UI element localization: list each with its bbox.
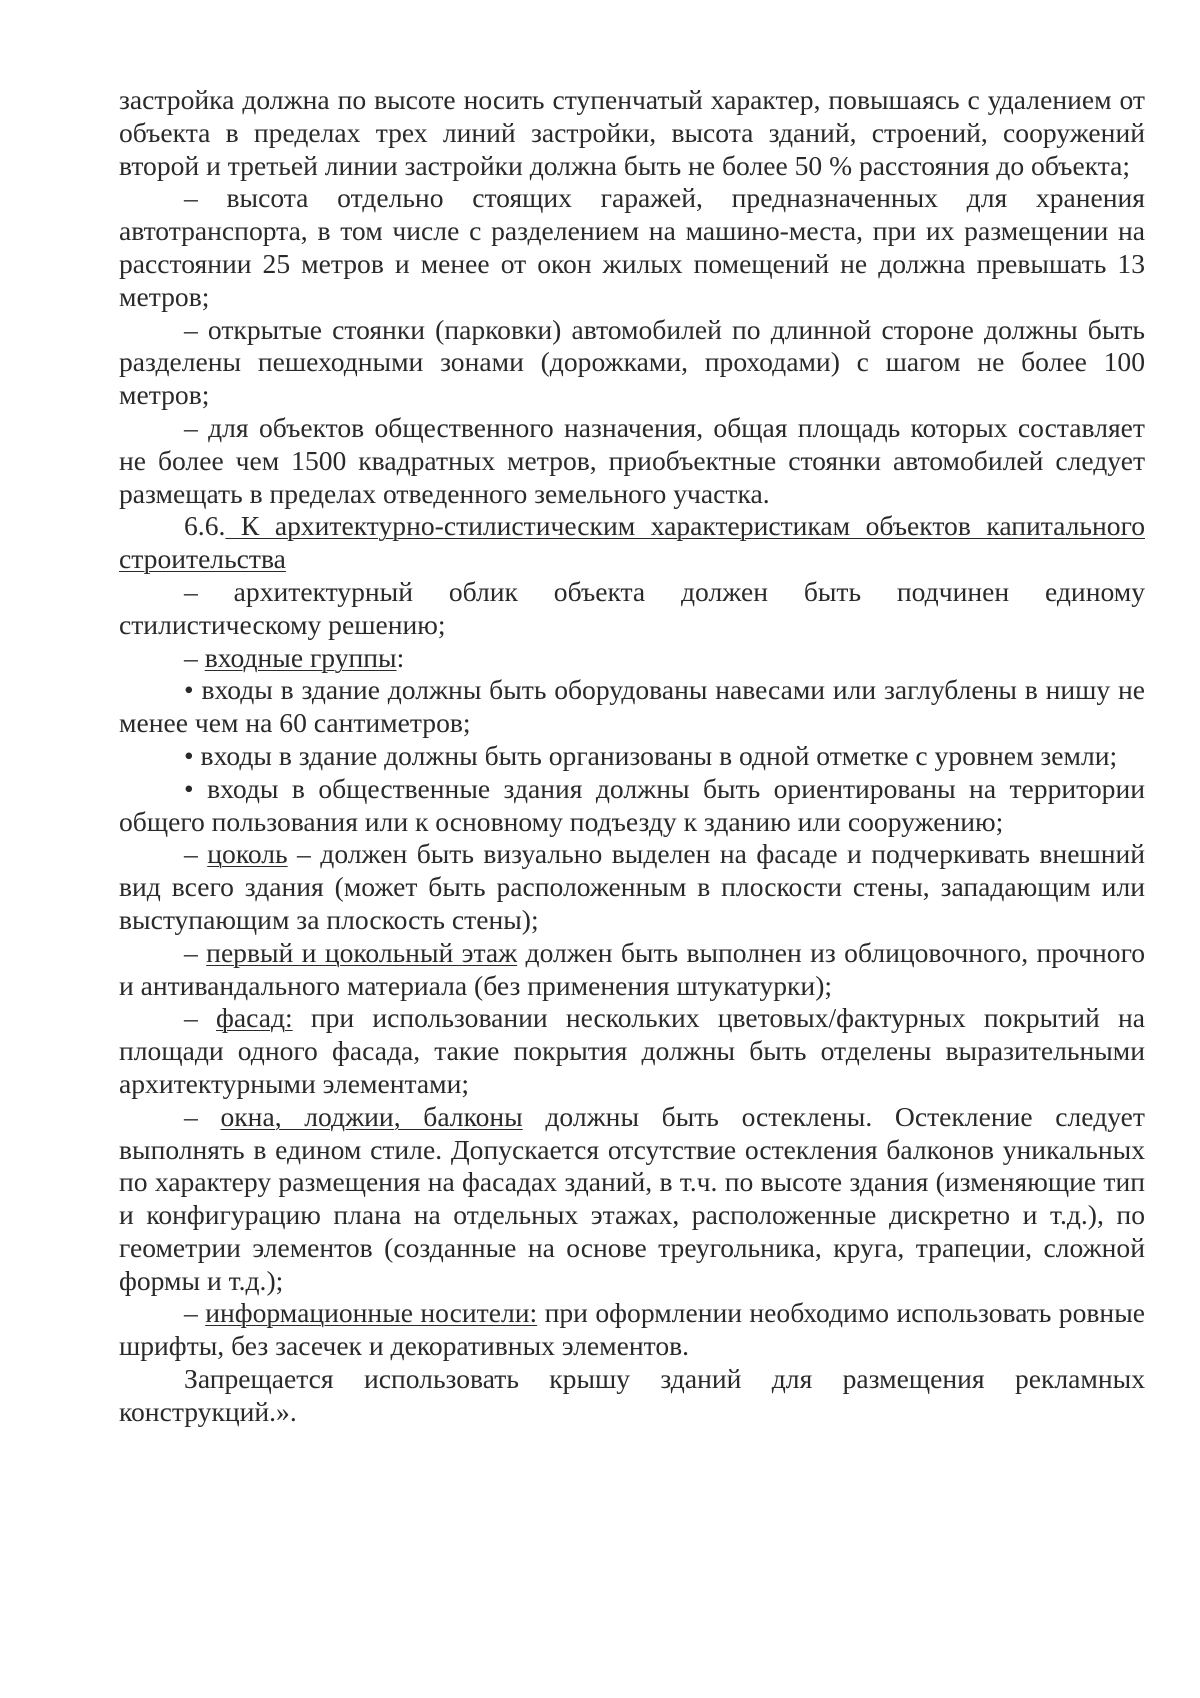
text-run: застройка должна по высоте носить ступенчатый характер, повышаясь с удалением от объекта в пределах трех линий застройки, высота зданий, строений, сооружений второй и третьей линии застройки должна быть не более 50 % расстояния до объекта; (119, 84, 1145, 181)
paragraph (119, 182, 1145, 313)
paragraph (119, 576, 1145, 642)
underlined-term: информационные носители: (205, 1297, 538, 1329)
text-run: – для объектов общественного назначения, общая площадь которых составляет не более чем 1500 квадратных метров, приобъектные стоянки автомобилей следует размещать в пределах отведенного земельного участка. (119, 411, 1145, 509)
text-run: • входы в общественные здания должны быть ориентированы на территории общего пользования или к основному подъезду к зданию или сооружению; (119, 772, 1145, 837)
text-run: при использовании нескольких цветовых/фактурных покрытий на площади одного фасада, такие покрытия должны быть отделены выразительными архитектурными элементами; (119, 1002, 1145, 1099)
text-run: Запрещается использовать крышу зданий для размещения рекламных конструкций.». (119, 1363, 1145, 1427)
text-run: – (184, 936, 207, 968)
paragraph (119, 1101, 1145, 1298)
text-run: – (184, 1002, 216, 1034)
underlined-term: К архитектурно-стилистическим характеристикам объектов капитального строительства (119, 510, 1145, 575)
text-run: – высота отдельно стоящих гаражей, предназначенных для хранения автотранспорта, в том числе с разделением на машино-места, при их размещении на расстоянии 25 метров и менее от окон жилых помещений не должна превышать 13 метров; (119, 182, 1145, 312)
text-run: • входы в здание должны быть организованы в одной отметке с уровнем земли; (184, 739, 1118, 771)
text-run: – открытые стоянки (парковки) автомобилей по длинной стороне должны быть разделены пешеходными зонами (дорожками, проходами) с шагом не более 100 метров; (119, 313, 1145, 411)
paragraph (119, 314, 1145, 412)
text-run: при оформлении необходимо использовать ровные шрифты, без засечек и декоративных элементов. (119, 1297, 1145, 1362)
text-run: должен быть выполнен из облицовочного, прочного и антивандального материала (без применения штукатурки); (119, 936, 1145, 1001)
underlined-term: фасад: (215, 1002, 293, 1034)
text-run: – должен быть визуально выделен на фасаде и подчеркивать внешний вид всего здания (может быть расположенным в плоскости стены, западающим или выступающим за плоскость стены); (119, 838, 1145, 935)
document-page (119, 84, 1145, 1429)
underlined-term: цоколь (207, 838, 288, 870)
text-run: должны быть остеклены. Остекление следует выполнять в едином стиле. Допускается отсутствие остекления балконов уникальных по характеру размещения на фасадах зданий, в т.ч. по высоте здания (изменяющие тип и конфигурацию плана на отдельных этажах, расположенные дискретно и т.д.), по геометрии элементов (созданные на основе треугольника, круга, трапеции, сложной формы и т.д.); (119, 1100, 1145, 1296)
text-run: – архитектурный облик объекта должен быть подчинен единому стилистическому решению; (119, 575, 1145, 640)
paragraph (119, 674, 1145, 740)
paragraph (119, 1297, 1145, 1363)
text-run: 6.6. (184, 510, 226, 542)
paragraph (119, 1363, 1145, 1429)
paragraph (119, 740, 1145, 773)
text-run: : (396, 641, 405, 673)
text-run: – (184, 838, 208, 870)
text-run: – (184, 641, 205, 673)
paragraph (119, 412, 1145, 510)
text-run: – (184, 1100, 221, 1132)
paragraph (119, 773, 1145, 839)
text-run: • входы в здание должны быть оборудованы навесами или заглублены в нишу не менее чем на 60 сантиметров; (119, 674, 1145, 739)
paragraph (119, 510, 1145, 576)
underlined-term: окна, лоджии, балконы (220, 1100, 523, 1132)
paragraph (119, 642, 1145, 675)
paragraph (119, 84, 1145, 182)
text-run: – (184, 1297, 206, 1329)
underlined-term: входные группы (204, 641, 397, 673)
underlined-term: первый и цокольный этаж (206, 936, 518, 968)
paragraph (119, 838, 1145, 936)
paragraph (119, 1002, 1145, 1100)
paragraph (119, 937, 1145, 1003)
